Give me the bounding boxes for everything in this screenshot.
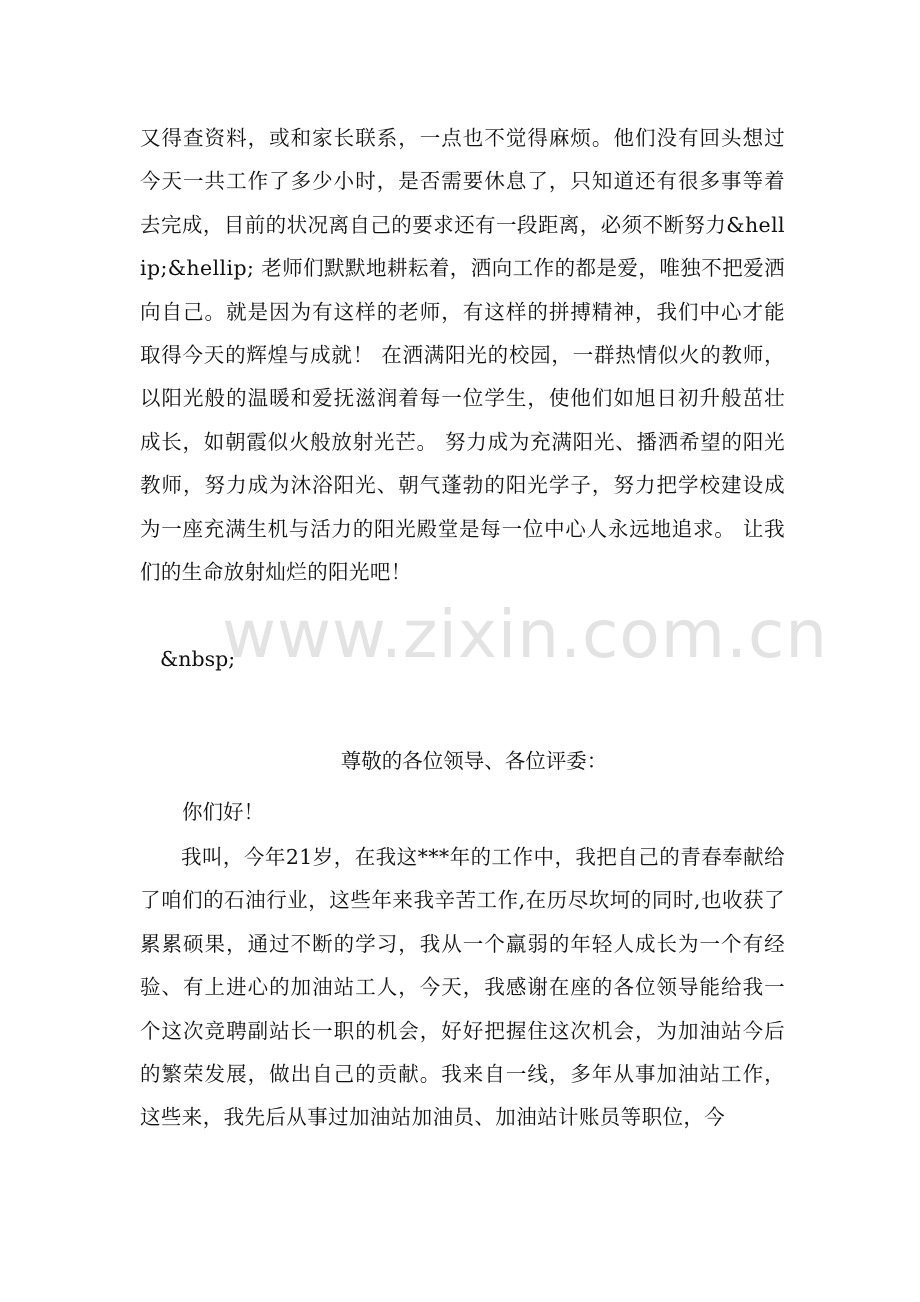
body-paragraph-2: 我叫，今年21岁，在我这***年的工作中，我把自己的青春奉献给了咱们的石油行业，这些年来我辛苦工作,在历尽坎坷的同时,也收获了累累硕果，通过不断的学习，我从一个羸弱的年轻人成长为一个有经验、有上进心的加油站工人，今天，我感谢在座的各位领导能给我一个这次竞聘副站长一职的机会，好好把握住这次机会，为加油站今后的繁荣发展，做出自己的贡献。我来自一线，多年从事加油站工作，这些来，我先后从事过加油站加油员、加油站计账员等职位，今 bbox=[140, 845, 785, 1130]
body-paragraph-1: 又得查资料，或和家长联系，一点也不觉得麻烦。他们没有回头想过今天一共工作了多少小时，是否需要休息了，只知道还有很多事等着去完成，目前的状况离自己的要求还有一段距离，必须不断努力&hellip;&hellip; 老师们默默地耕耘着，洒向工作的都是爱，唯独不把爱洒向自己。就是因为有这样的老师，有这样的拼搏精神，我们中心才能取得今天的辉煌与成就！ 在洒满阳光的校园，一群热情似火的教师，以阳光般的温暖和爱抚滋润着每一位学生，使他们如旭日初升般茁壮成长，如朝霞似火般放射光芒。 努力成为充满阳光、播洒希望的阳光教师，努力成为沐浴阳光、朝气蓬勃的阳光学子，努力把学校建设成为一座充满生机与活力的阳光殿堂是每一位中心人永远地追求。 让我们的生命放射灿烂的阳光吧！ bbox=[140, 126, 785, 585]
watermark: www.zixin.com.cn bbox=[222, 596, 829, 673]
greeting-line: 你们好！ bbox=[182, 800, 264, 824]
nbsp-line: &nbsp; bbox=[160, 647, 236, 671]
speech-salutation-heading: 尊敬的各位领导、各位评委： bbox=[340, 749, 608, 773]
